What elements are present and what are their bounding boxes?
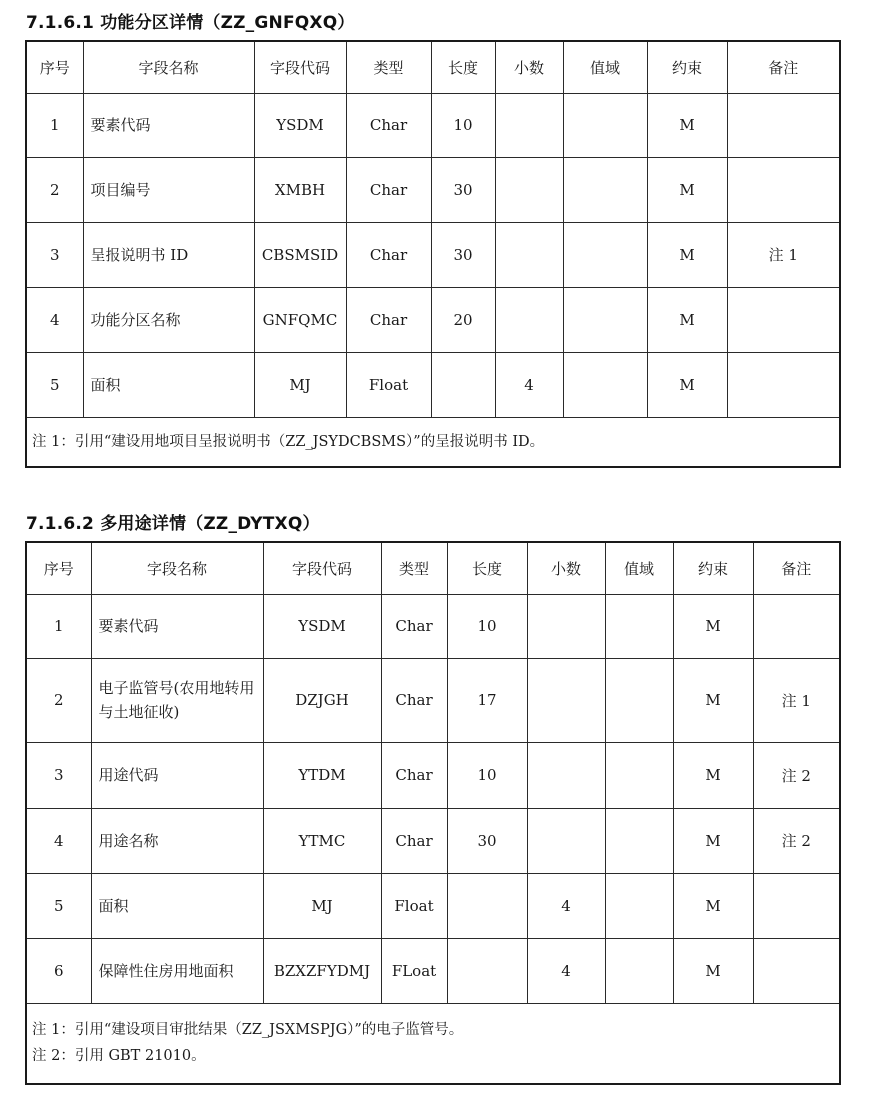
cell-field-code: GNFQMC [254,287,346,352]
header-type: 类型 [381,542,447,594]
table-row [26,287,840,352]
cell-field-name: 项目编号 [83,157,254,222]
cell-decimals [495,287,563,352]
section2-table [25,541,841,1085]
cell-remark: 注 2 [753,742,840,808]
cell-seq: 2 [26,658,91,742]
header-remark: 备注 [727,41,840,93]
cell-value-range [605,808,673,873]
cell-length: 20 [431,287,495,352]
cell-remark [727,352,840,417]
cell-constraint: M [673,808,753,873]
note-line: 注 1：引用“建设用地项目呈报说明书（ZZ_JSYDCBSMS）”的呈报说明书 ID。 [32,433,545,450]
header-field-code: 字段代码 [263,542,381,594]
cell-field-name: 要素代码 [83,93,254,157]
table-row [26,93,840,157]
cell-length: 17 [447,658,527,742]
cell-constraint: M [647,157,727,222]
header-length: 长度 [447,542,527,594]
cell-constraint: M [647,287,727,352]
cell-decimals [527,742,605,808]
cell-decimals [527,658,605,742]
cell-constraint: M [647,222,727,287]
cell-seq: 1 [26,93,83,157]
cell-seq: 1 [26,594,91,658]
cell-length: 10 [447,742,527,808]
cell-field-name: 要素代码 [91,594,263,658]
cell-constraint: M [673,658,753,742]
cell-length: 10 [431,93,495,157]
cell-value-range [563,287,647,352]
cell-decimals [495,157,563,222]
cell-field-name: 保障性住房用地面积 [91,938,263,1003]
cell-length: 10 [447,594,527,658]
cell-field-name: 面积 [83,352,254,417]
table-row [26,873,840,938]
cell-seq: 3 [26,742,91,808]
header-field-code: 字段代码 [254,41,346,93]
cell-decimals: 4 [527,873,605,938]
table-row [26,938,840,1003]
cell-remark: 注 1 [753,658,840,742]
cell-value-range [563,222,647,287]
cell-field-code: CBSMSID [254,222,346,287]
cell-type: Float [381,873,447,938]
cell-field-code: XMBH [254,157,346,222]
cell-seq: 3 [26,222,83,287]
table-row [26,658,840,742]
header-constraint: 约束 [673,542,753,594]
cell-constraint: M [673,594,753,658]
cell-seq: 2 [26,157,83,222]
cell-field-code: BZXZFYDMJ [263,938,381,1003]
cell-decimals [527,808,605,873]
header-length: 长度 [431,41,495,93]
notes-cell [26,417,840,467]
section1-table [25,40,841,468]
cell-type: Char [346,157,431,222]
cell-field-code: MJ [254,352,346,417]
cell-remark [753,873,840,938]
cell-constraint: M [647,93,727,157]
cell-seq: 5 [26,873,91,938]
cell-seq: 4 [26,287,83,352]
cell-remark [753,938,840,1003]
cell-field-name: 电子监管号(农用地转用与土地征收) [91,658,263,742]
table-row [26,808,840,873]
cell-decimals: 4 [527,938,605,1003]
header-row [26,542,840,594]
cell-field-name: 呈报说明书 ID [83,222,254,287]
cell-type: Char [381,808,447,873]
cell-remark [727,287,840,352]
cell-length [447,873,527,938]
header-field-name: 字段名称 [91,542,263,594]
notes-row [26,417,840,467]
cell-field-code: YSDM [254,93,346,157]
cell-type: Char [346,93,431,157]
cell-type: FLoat [381,938,447,1003]
cell-field-code: YTDM [263,742,381,808]
cell-type: Char [381,658,447,742]
cell-type: Char [381,594,447,658]
cell-length [431,352,495,417]
cell-field-code: DZJGH [263,658,381,742]
cell-remark: 注 1 [727,222,840,287]
cell-type: Char [381,742,447,808]
cell-type: Char [346,222,431,287]
notes-cell [26,1003,840,1084]
section1-title: 7.1.6.1 功能分区详情（ZZ_GNFQXQ） [26,13,355,33]
cell-remark [727,157,840,222]
cell-value-range [605,658,673,742]
cell-value-range [563,157,647,222]
header-seq: 序号 [26,41,83,93]
cell-decimals [495,93,563,157]
cell-seq: 4 [26,808,91,873]
note-line: 注 2：引用 GBT 21010。 [32,1048,206,1065]
cell-length: 30 [447,808,527,873]
cell-field-code: YTMC [263,808,381,873]
notes-row [26,1003,840,1084]
header-type: 类型 [346,41,431,93]
cell-constraint: M [673,938,753,1003]
cell-remark [753,594,840,658]
cell-length [447,938,527,1003]
cell-value-range [605,742,673,808]
cell-value-range [605,938,673,1003]
cell-remark [727,93,840,157]
cell-decimals: 4 [495,352,563,417]
cell-length: 30 [431,157,495,222]
header-decimals: 小数 [527,542,605,594]
note-line: 注 1：引用“建设项目审批结果（ZZ_JSXMSPJG）”的电子监管号。 [32,1022,464,1039]
cell-field-code: YSDM [263,594,381,658]
cell-field-name: 面积 [91,873,263,938]
cell-field-code: MJ [263,873,381,938]
cell-value-range [563,352,647,417]
cell-field-name: 功能分区名称 [83,287,254,352]
header-field-name: 字段名称 [83,41,254,93]
header-constraint: 约束 [647,41,727,93]
cell-value-range [563,93,647,157]
header-value-range: 值域 [563,41,647,93]
header-row [26,41,840,93]
table-row [26,222,840,287]
cell-length: 30 [431,222,495,287]
header-remark: 备注 [753,542,840,594]
header-seq: 序号 [26,542,91,594]
cell-decimals [495,222,563,287]
cell-type: Float [346,352,431,417]
section2-title: 7.1.6.2 多用途详情（ZZ_DYTXQ） [26,514,320,534]
cell-field-name: 用途名称 [91,808,263,873]
cell-constraint: M [673,873,753,938]
table-row [26,352,840,417]
cell-remark: 注 2 [753,808,840,873]
cell-constraint: M [673,742,753,808]
table-row [26,157,840,222]
cell-constraint: M [647,352,727,417]
cell-value-range [605,594,673,658]
header-decimals: 小数 [495,41,563,93]
cell-seq: 5 [26,352,83,417]
table-row [26,594,840,658]
cell-seq: 6 [26,938,91,1003]
header-value-range: 值域 [605,542,673,594]
cell-value-range [605,873,673,938]
cell-type: Char [346,287,431,352]
cell-field-name: 用途代码 [91,742,263,808]
cell-decimals [527,594,605,658]
table-row [26,742,840,808]
